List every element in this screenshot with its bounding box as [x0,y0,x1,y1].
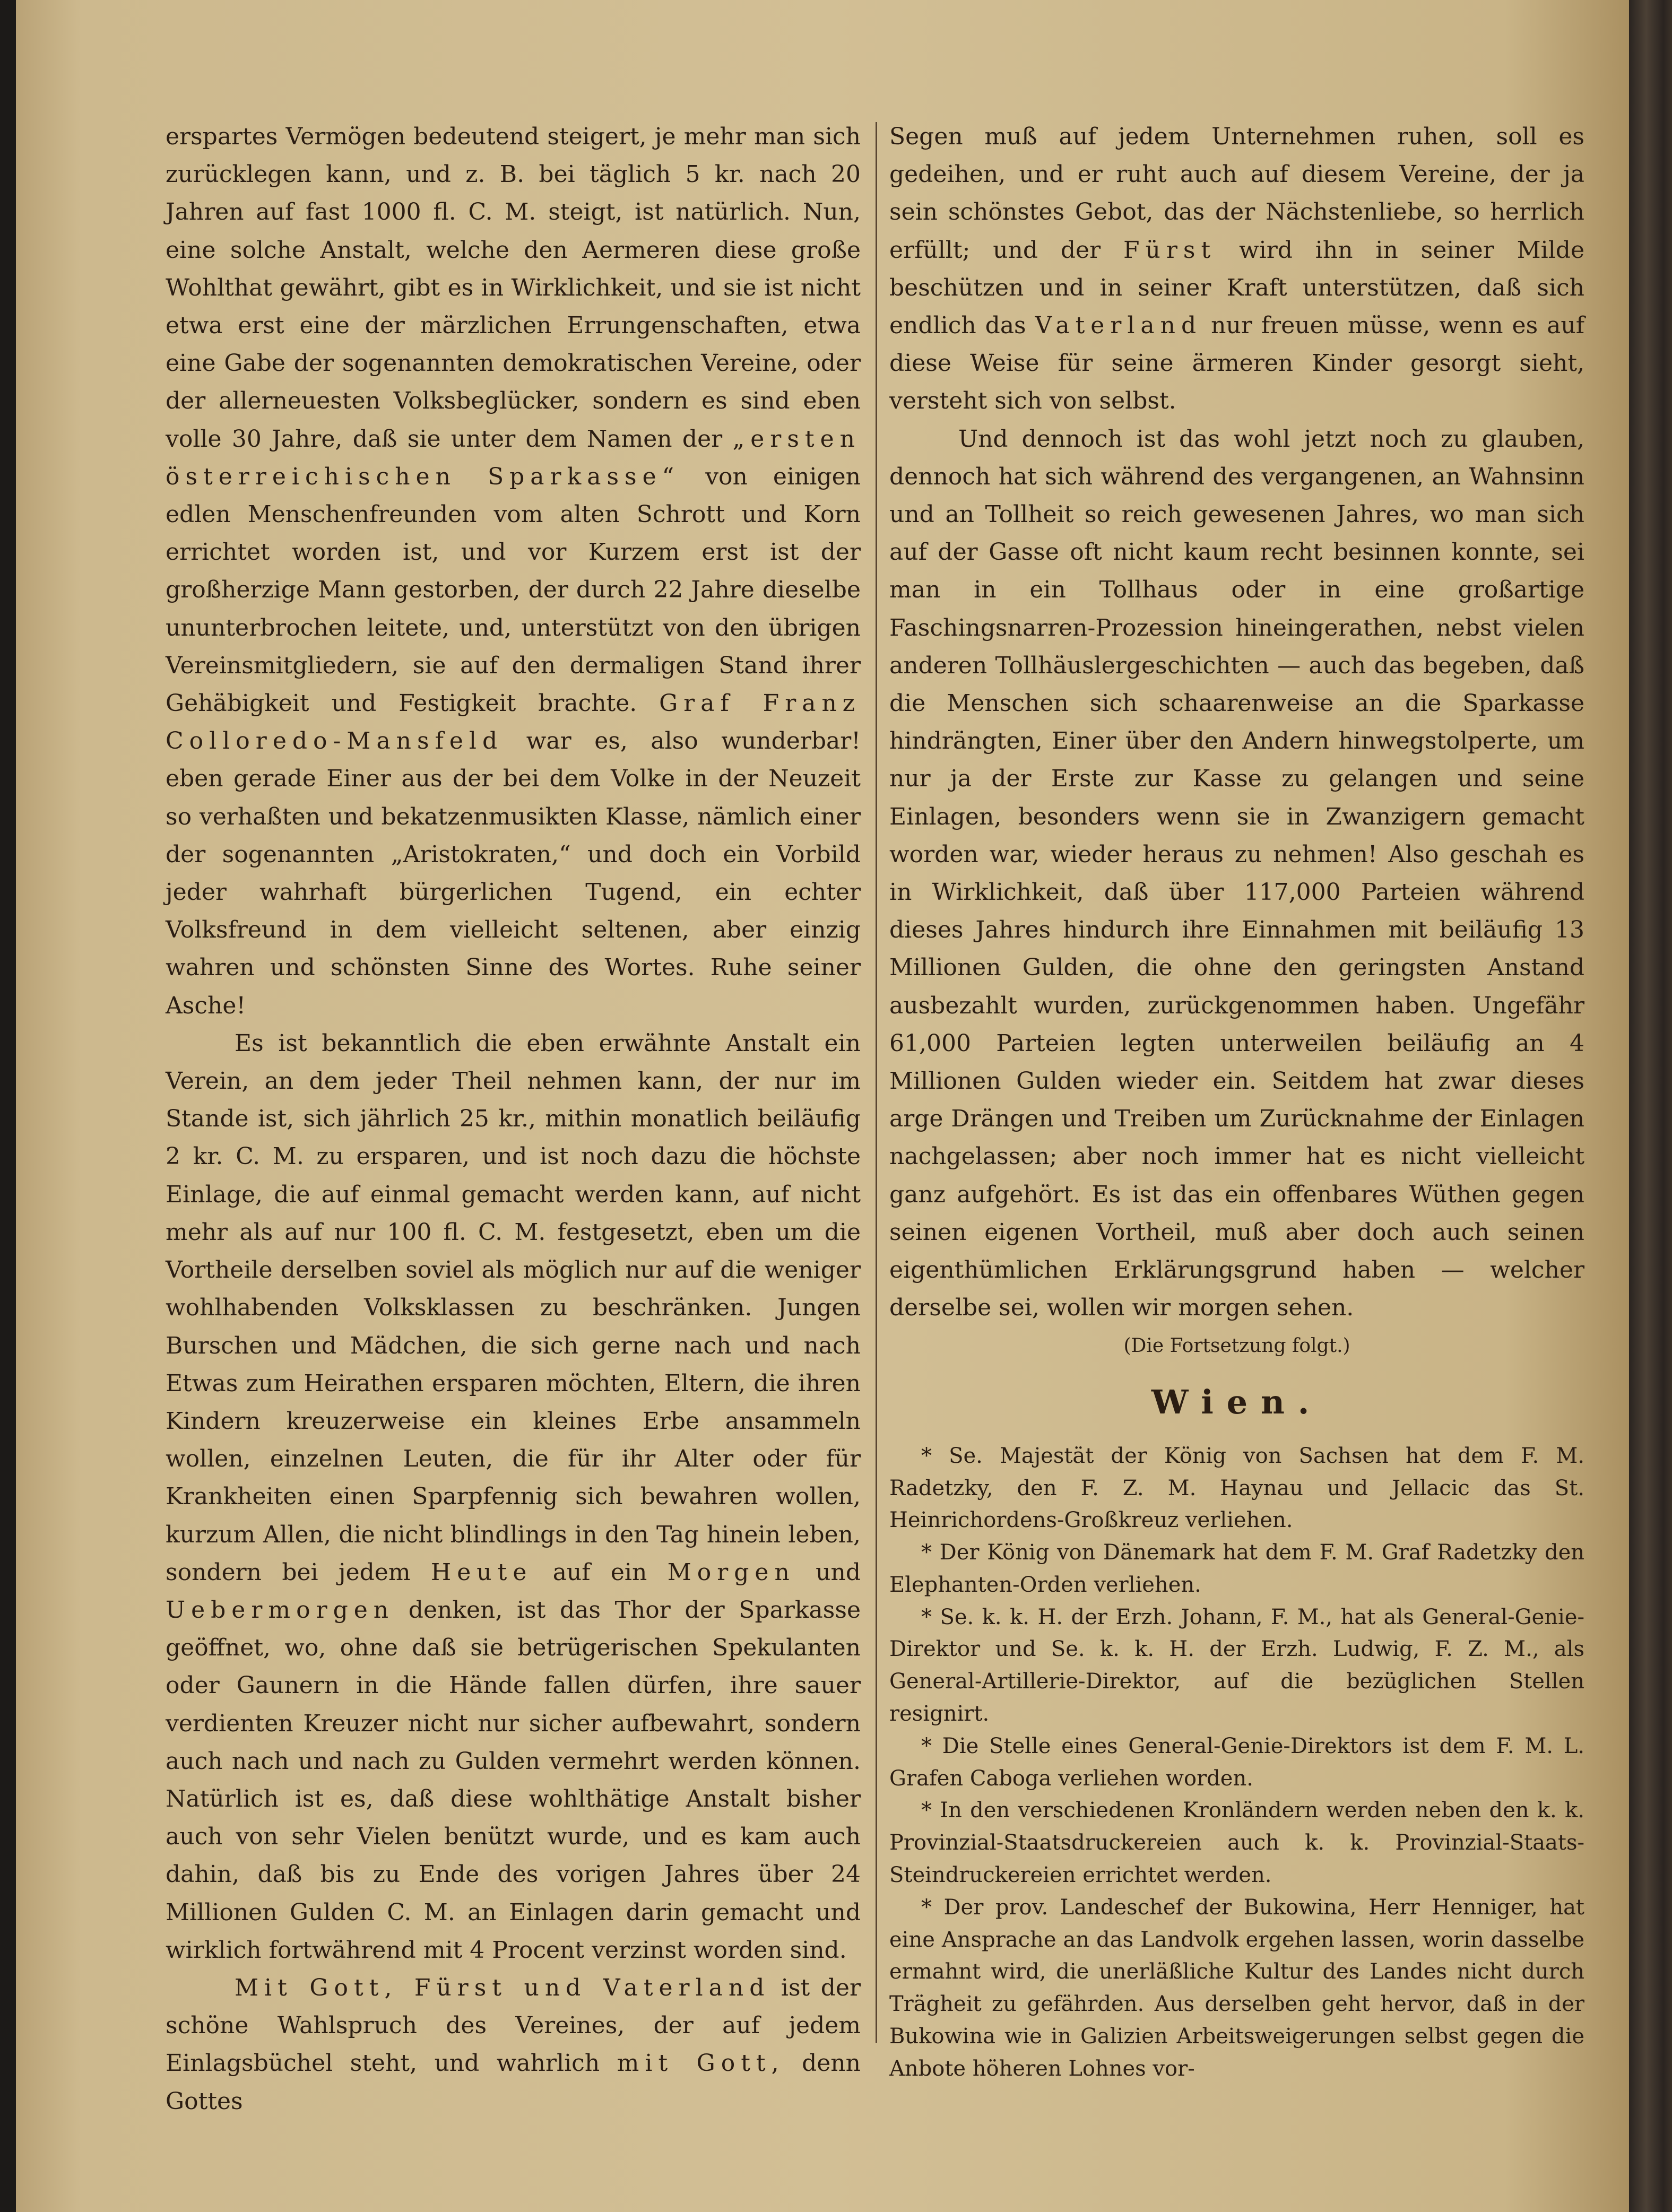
news-item: * In den verschiedenen Kronländern werden neben den k. k. Provinzial-Staatsdruckereien auch k. k. Provinzial-Staats-Steindruckereien errichtet werden. [889,1798,1584,1888]
news-item: * Der König von Dänemark hat dem F. M. Graf Radetzky den Elephanten-Orden verliehen. [889,1540,1584,1597]
text-run: erspartes Vermögen bedeutend steigert, je mehr man sich zurücklegen kann, und z. B. bei täglich 5 kr. nach 20 Jahren auf fast 1000 fl. C. M. steigt, ist natürlich. Nun, eine solche Anstalt, welche den Aermeren diese große Wohlthat gewährt, gibt es in Wirklichkeit, und sie ist nicht etwa erst eine der märzlichen Errungenschaften, etwa eine Gabe der sogenannten demokratischen Vereine, oder der allerneuesten Volksbeglücker, sondern es sind eben volle 30 Jahre, daß sie unter dem Namen der [166,123,861,453]
right-column [889,118,1584,2085]
spaced-word: Uebermorgen [166,1596,395,1624]
book-spine [1629,0,1672,2212]
spaced-word: mit Gott, [617,2050,785,2077]
article-paragraph [166,1969,861,2120]
spaced-word: Morgen [667,1558,795,1586]
text-run: ist der schöne Wahlspruch des Vereines, der auf jedem Einlagsbüchel steht, und wahrlich [166,1974,861,2077]
text-run: Segen muß auf jedem Unternehmen ruhen, soll es gedeihen, und er ruht auch auf diesem Vereine, der ja sein schönstes Gebot, das der Nächstenliebe, so herrlich erfüllt; und der [889,123,1584,264]
column-divider [876,122,877,2043]
text-run: und [816,1558,861,1586]
text-run: Es ist bekanntlich die eben erwähnte Anstalt ein Verein, an dem jeder Theil nehmen kann, der nur im Stande ist, sich jährlich 25 kr., mithin monatlich beiläufig 2 kr. C. M. zu ersparen, und ist noch dazu die höchste Einlage, die auf einmal gemacht werden kann, auf nicht mehr als auf nur 100 fl. C. M. festgesetzt, eben um die Vortheile derselben soviel als möglich nur auf die weniger wohlhabenden Volksklassen zu beschränken. Jungen Burschen und Mädchen, die sich gerne nach und nach Etwas zum Heirathen ersparen möchten, Eltern, die ihren Kindern kreuzerweise ein kleines Erbe ansammeln wollen, einzelnen Leuten, die für ihr Alter oder für Krankheiten einen Sparpfennig sich bewahren wollen, kurzum Allen, die nicht blindlings in den Tag hinein leben, sondern bei jedem [166,1029,861,1586]
text-run: auf ein [552,1558,647,1586]
section-heading: Wien. [1151,1382,1323,1421]
left-column [166,118,861,2120]
article-paragraph [166,1025,861,1969]
news-list [889,1440,1584,2085]
continuation-note: (Die Fortsetzung folgt.) [1123,1334,1350,1357]
text-run: nur freuen müsse, wenn es auf diese Weise für seine ärmeren Kinder gesorgt sieht, versteht sich von selbst. [889,312,1584,415]
article-paragraph [889,118,1584,420]
news-item: * Se. Majestät der König von Sachsen hat dem F. M. Radetzky, den F. Z. M. Haynau und Jellacic das St. Heinrichordens-Großkreuz verliehen. [889,1443,1584,1533]
article-paragraph [166,118,861,1025]
spaced-title: „ersten österreichischen Sparkasse“ [166,425,861,490]
spaced-motto: Mit Gott, Fürst und Vaterland [235,1974,770,2001]
article-paragraph [889,420,1584,1327]
text-run: von einigen edlen Menschenfreunden vom alten Schrott und Korn errichtet worden ist, und vor Kurzem erst ist der großherzige Mann gestorben, der durch 22 Jahre dieselbe ununterbrochen leitete, und, unterstützt von den übrigen Vereinsmitgliedern, sie auf den dermaligen Stand ihrer Gehäbigkeit und Festigkeit brachte. [166,463,861,717]
news-item: * Die Stelle eines General-Genie-Direktors ist dem F. M. L. Grafen Caboga verliehen worden. [889,1733,1584,1791]
text-run: denn Gottes [166,2050,861,2115]
text-run: denken, ist das Thor der Sparkasse geöffnet, wo, ohne daß sie betrügerischen Spekulanten oder Gaunern in die Hände fallen dürfen, ihre sauer verdienten Kreuzer nicht nur sicher aufbewahrt, sondern auch nach und nach zu Gulden vermehrt werden können. Natürlich ist es, daß diese wohlthätige Anstalt bisher auch von sehr Vielen benützt wurde, und es kam auch dahin, daß bis zu Ende des vorigen Jahres über 24 Millionen Gulden C. M. an Einlagen darin gemacht und wirklich fortwährend mit 4 Procent verzinst worden sind. [166,1596,861,1964]
spaced-word: Fürst [1123,236,1217,264]
news-item: * Se. k. k. H. der Erzh. Johann, F. M., hat als General-Genie-Direktor und Se. k. k. H. der Erzh. Ludwig, F. Z. M., als General-Artillerie-Direktor, auf die bezüglichen Stellen resignirt. [889,1604,1584,1727]
text-run: wird ihn in seiner Milde beschützen und in seiner Kraft unterstützen, daß sich endlich das [889,236,1584,340]
text-run: Und dennoch ist das wohl jetzt noch zu glauben, dennoch hat sich während des vergangenen, an Wahnsinn und an Tollheit so reich gewesenen Jahres, wo man sich auf der Gasse oft nicht kaum recht besinnen konnte, sei man in ein Tollhaus oder in eine großartige Faschingsnarren-Prozession hineingerathen, nebst vielen anderen Tollhäuslergeschichten — auch das begeben, daß die Menschen sich schaarenweise an die Sparkasse hindrängten, Einer über den Andern hinwegstolperte, um nur ja der Erste zur Kasse zu gelangen und seine Einlagen, besonders wenn sie in Zwanzigern gemacht worden war, wieder heraus zu nehmen! Also geschah es in Wirklichkeit, daß über 117,000 Parteien während dieses Jahres hindurch ihre Einnahmen mit beiläufig 13 Millionen Gulden, die ohne den geringsten Anstand ausbezahlt wurden, zurückgenommen haben. Ungefähr 61,000 Parteien legten unterweilen beiläufig an 4 Millionen Gulden wieder ein. Seitdem hat zwar dieses arge Drängen und Treiben um Zurücknahme der Einlagen nachgelassen; aber noch immer hat es nicht vielleicht ganz aufgehört. Es ist das ein offenbares Wüthen gegen seinen eigenen Vortheil, muß aber doch auch seinen eigenthümlichen Erklärungsgrund haben — welcher derselbe sei, wollen wir morgen sehen. [889,425,1584,1322]
text-run: war es, also wunderbar! eben gerade Einer aus der bei dem Volke in der Neuzeit so verhaßten und bekatzenmusikten Klasse, nämlich einer der sogenannten „Aristokraten,“ und doch ein Vorbild jeder wahrhaft bürgerlichen Tugend, ein echter Volksfreund in dem vielleicht seltenen, aber einzig wahren und schönsten Sinne des Wortes. Ruhe seiner Asche! [166,727,861,1019]
spaced-word: Vaterland [1035,312,1202,340]
news-item: * Der prov. Landeschef der Bukowina, Herr Henniger, hat eine Ansprache an das Landvolk ergehen lassen, worin dasselbe ermahnt wird, die unerläßliche Kultur des Landes nicht durch Trägheit zu gefährden. Aus derselben geht hervor, daß in der Bukowina wie in Galizien Arbeitsweigerungen selbst gegen die Anbote höheren Lohnes vor- [889,1895,1584,2081]
spaced-word: Heute [430,1558,533,1586]
spaced-name: Graf Franz Colloredo-Mansfeld [166,690,861,755]
